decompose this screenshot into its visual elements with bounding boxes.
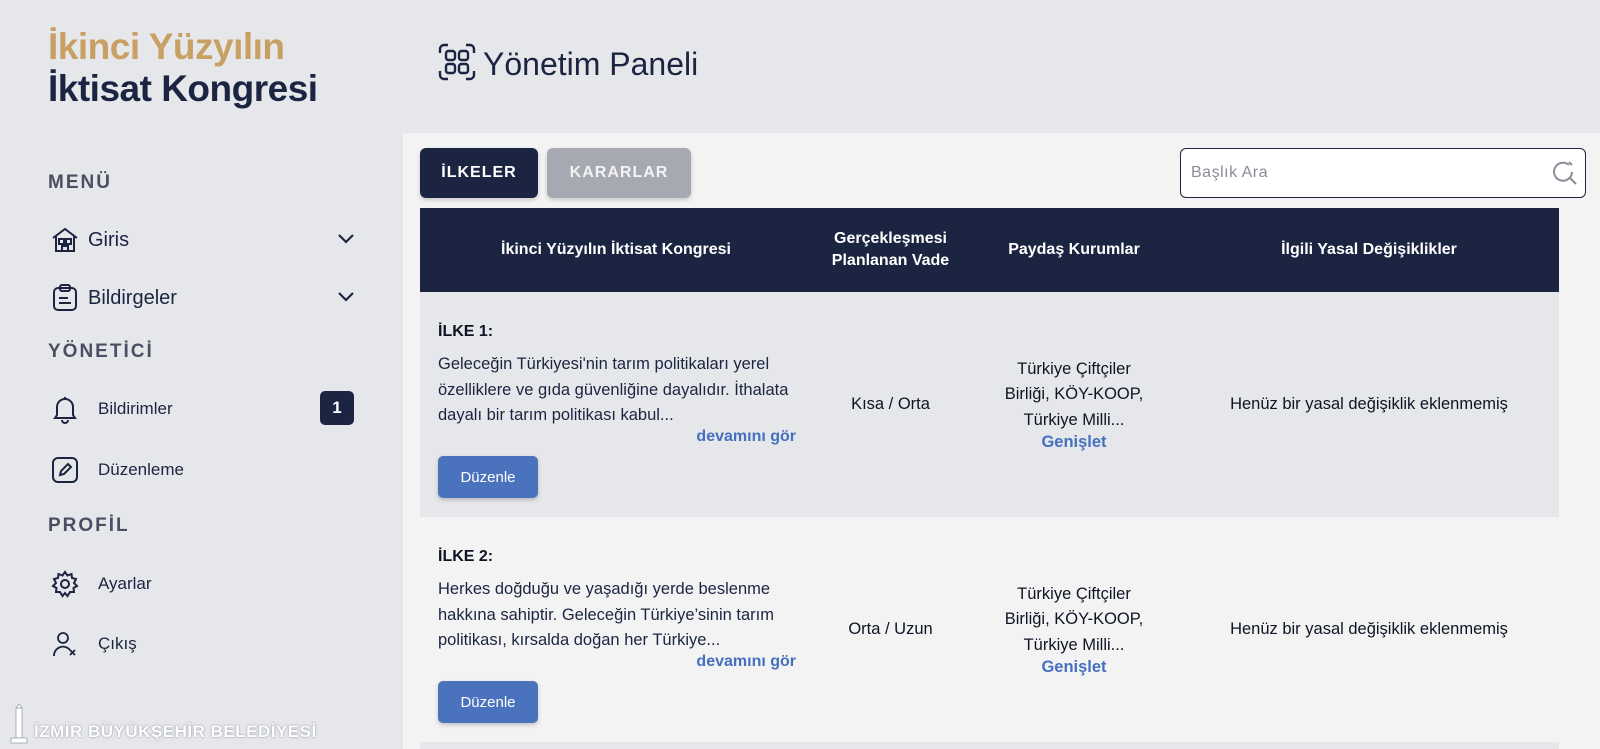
sidebar-item-bildirimler[interactable] [48, 387, 364, 431]
principle-cell [420, 292, 812, 517]
expand-link[interactable]: Genişlet [1041, 658, 1107, 677]
clipboard-icon [48, 281, 82, 315]
section-label-profile: PROFİL [48, 515, 130, 536]
brand-line-2: İktisat Kongresi [48, 68, 318, 109]
see-more-link[interactable]: devamını gör [696, 428, 796, 445]
sidebar-item-label: Giris [88, 228, 130, 251]
column-header: Paydaş Kurumlar [1008, 241, 1140, 258]
section-label-menu: MENÜ [48, 172, 112, 193]
edit-icon [48, 453, 82, 487]
principle-description: Herkes doğduğu ve yaşadığı yerde beslenme hakkına sahiptir. Geleceğin Türkiye’sinin tarım politikası, kırsalda doğan her Türkiye... [438, 580, 774, 649]
chevron-down-icon[interactable] [336, 286, 356, 311]
qr-scan-icon [437, 42, 477, 87]
see-more-link[interactable]: devamını gör [696, 653, 796, 670]
expand-link[interactable]: Genişlet [1041, 433, 1107, 452]
logout-user-icon [48, 627, 82, 661]
column-header: İkinci Yüzyılın İktisat Kongresi [501, 241, 731, 258]
sidebar-item-label: Ayarlar [98, 574, 152, 593]
column-header: İlgili Yasal Değişiklikler [1281, 241, 1457, 258]
notification-count-badge: 1 [320, 391, 354, 425]
sidebar-item-label: Bildirgeler [88, 286, 177, 309]
term-cell: Orta / Uzun [848, 620, 933, 638]
principle-title: İLKE 2: [438, 548, 494, 565]
footer-municipality-logo [8, 700, 317, 744]
main-panel [403, 133, 1600, 749]
stakeholders-text: Türkiye Çiftçiler Birliği, KÖY-KOOP, Türkiye Milli... [1004, 359, 1144, 429]
table-row [420, 292, 1559, 517]
next-row-edge [420, 742, 1559, 749]
sidebar-item-cikis[interactable] [48, 622, 364, 666]
sidebar-item-ayarlar[interactable] [48, 562, 364, 606]
principles-table [420, 208, 1559, 742]
footer-municipality-text: İZMİR BÜYÜKŞEHİR BELEDİYESİ [34, 722, 317, 741]
section-label-admin: YÖNETİCİ [48, 341, 154, 362]
principle-description: Geleceğin Türkiyesi'nin tarım politikaları yerel özelliklere ve gıda güvenliğine dayalıdır. İthalata dayalı bir tarım politikası kabul... [438, 355, 789, 424]
clock-tower-icon [8, 704, 30, 744]
brand-line-1: İkinci Yüzyılın [48, 26, 285, 67]
principle-cell [420, 517, 812, 742]
chevron-down-icon[interactable] [336, 228, 356, 253]
sidebar-item-duzenleme[interactable] [48, 448, 364, 492]
edit-button[interactable]: Düzenle [438, 456, 538, 498]
bell-icon [48, 392, 82, 426]
gear-icon [48, 567, 82, 601]
search-box [1180, 148, 1586, 198]
principle-title: İLKE 1: [438, 323, 494, 340]
stakeholders-cell [969, 517, 1179, 742]
column-header-label: Gerçekleşmesi Planlanan Vade [831, 230, 950, 269]
tab-kararlar[interactable]: KARARLAR [547, 148, 691, 198]
stakeholders-cell [969, 292, 1179, 517]
legal-changes-cell: Henüz bir yasal değişiklik eklenmemiş [1230, 395, 1508, 413]
term-cell: Kısa / Orta [851, 395, 930, 413]
sidebar [0, 0, 403, 749]
sidebar-item-label: Düzenleme [98, 460, 184, 479]
edit-button[interactable]: Düzenle [438, 681, 538, 723]
page-title: Yönetim Paneli [483, 46, 699, 82]
stakeholders-text: Türkiye Çiftçiler Birliği, KÖY-KOOP, Türkiye Milli... [1004, 584, 1144, 654]
search-icon[interactable] [1545, 160, 1585, 186]
brand-logo[interactable] [48, 26, 318, 110]
home-icon [48, 223, 82, 257]
legal-changes-cell: Henüz bir yasal değişiklik eklenmemiş [1230, 620, 1508, 638]
page-header [437, 42, 698, 87]
search-input[interactable] [1181, 149, 1545, 197]
sidebar-item-bildirgeler[interactable] [48, 276, 364, 320]
column-header [812, 228, 969, 272]
tab-ilkeler[interactable]: İLKELER [420, 148, 538, 198]
table-header [420, 208, 1559, 292]
table-row [420, 517, 1559, 742]
sidebar-item-label: Çıkış [98, 634, 137, 653]
sidebar-item-label: Bildirimler [98, 399, 173, 418]
sidebar-item-giris[interactable] [48, 218, 364, 262]
